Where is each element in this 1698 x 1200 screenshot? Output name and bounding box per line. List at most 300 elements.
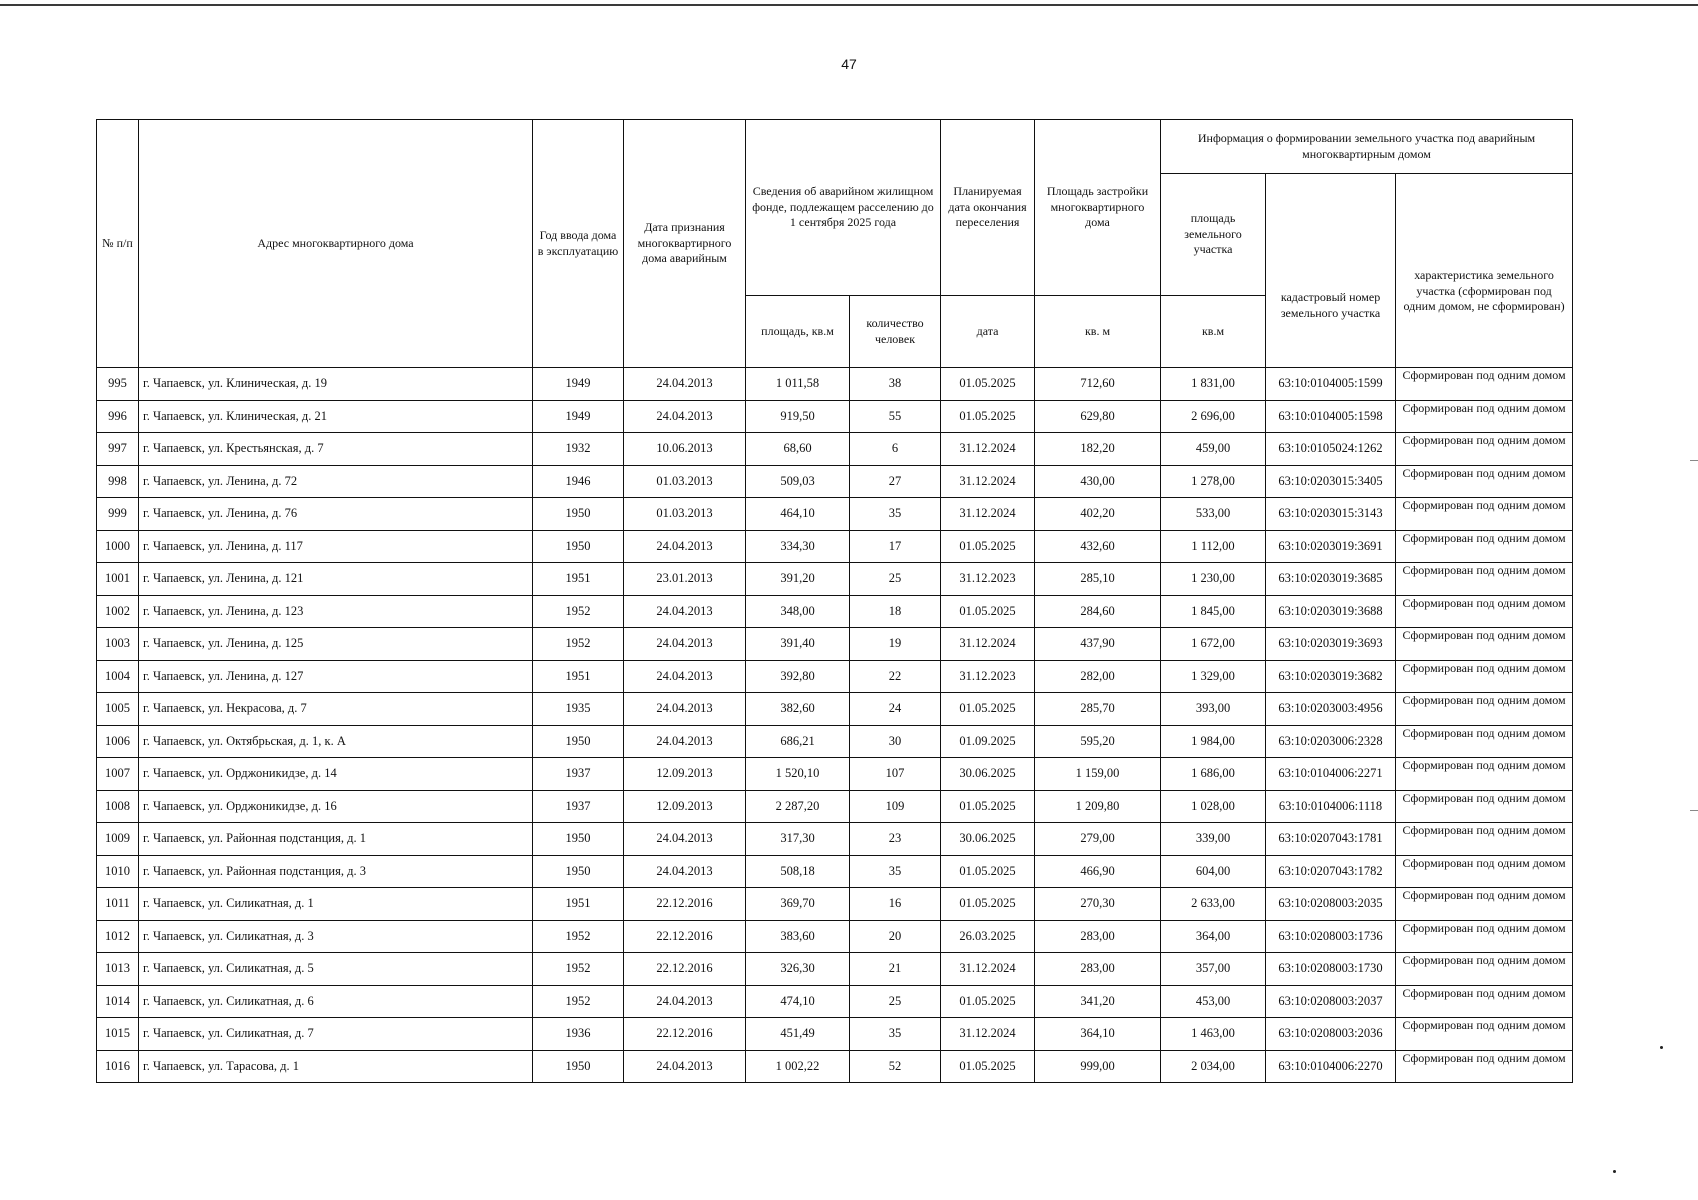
row-year: 1951 — [533, 888, 624, 921]
row-year: 1952 — [533, 953, 624, 986]
row-cadastral: 63:10:0203015:3143 — [1266, 498, 1396, 531]
table-row — [97, 888, 1573, 921]
row-land-area: 604,00 — [1161, 855, 1266, 888]
row-date-recognized: 12.09.2013 — [624, 758, 746, 791]
row-people: 30 — [850, 725, 941, 758]
table-row — [97, 1050, 1573, 1083]
row-planned-date: 01.05.2025 — [941, 985, 1035, 1018]
row-address: г. Чапаевск, ул. Силикатная, д. 7 — [139, 1018, 533, 1051]
row-year: 1951 — [533, 563, 624, 596]
row-address: г. Чапаевск, ул. Ленина, д. 117 — [139, 530, 533, 563]
header-building-area: Площадь застройки многоквартирного дома — [1035, 120, 1161, 296]
row-people: 19 — [850, 628, 941, 661]
row-cadastral: 63:10:0203019:3688 — [1266, 595, 1396, 628]
table-row — [97, 855, 1573, 888]
row-address: г. Чапаевск, ул. Силикатная, д. 1 — [139, 888, 533, 921]
table-row — [97, 693, 1573, 726]
row-building-area: 437,90 — [1035, 628, 1161, 661]
row-land-area: 1 686,00 — [1161, 758, 1266, 791]
land-status-text: Сформирован под одним домом — [1402, 563, 1566, 578]
row-address: г. Чапаевск, ул. Ленина, д. 123 — [139, 595, 533, 628]
row-number: 1013 — [97, 953, 139, 986]
row-land-area: 1 278,00 — [1161, 465, 1266, 498]
row-cadastral: 63:10:0203006:2328 — [1266, 725, 1396, 758]
row-people: 35 — [850, 1018, 941, 1051]
row-land-area: 1 831,00 — [1161, 368, 1266, 401]
row-address: г. Чапаевск, ул. Ленина, д. 125 — [139, 628, 533, 661]
row-year: 1937 — [533, 758, 624, 791]
land-status-text: Сформирован под одним домом — [1402, 888, 1566, 903]
row-cadastral: 63:10:0104005:1599 — [1266, 368, 1396, 401]
land-status-text: Сформирован под одним домом — [1402, 660, 1566, 675]
row-land-area: 1 984,00 — [1161, 725, 1266, 758]
row-date-recognized: 22.12.2016 — [624, 888, 746, 921]
row-planned-date: 30.06.2025 — [941, 758, 1035, 791]
row-cadastral: 63:10:0104006:2271 — [1266, 758, 1396, 791]
row-people: 107 — [850, 758, 941, 791]
row-year: 1949 — [533, 400, 624, 433]
row-building-area: 285,70 — [1035, 693, 1161, 726]
row-date-recognized: 24.04.2013 — [624, 595, 746, 628]
row-year: 1946 — [533, 465, 624, 498]
row-land-status — [1396, 985, 1573, 1018]
row-land-area: 1 672,00 — [1161, 628, 1266, 661]
row-people: 25 — [850, 563, 941, 596]
header-date-recognized: Дата признания многоквартирного дома аварийным — [624, 120, 746, 368]
row-date-recognized: 22.12.2016 — [624, 920, 746, 953]
row-area: 334,30 — [746, 530, 850, 563]
row-planned-date: 01.05.2025 — [941, 888, 1035, 921]
row-land-area: 357,00 — [1161, 953, 1266, 986]
table-row — [97, 530, 1573, 563]
table-body — [97, 368, 1573, 1083]
row-land-area: 393,00 — [1161, 693, 1266, 726]
row-address: г. Чапаевск, ул. Ленина, д. 76 — [139, 498, 533, 531]
row-number: 1000 — [97, 530, 139, 563]
row-year: 1936 — [533, 1018, 624, 1051]
header-fund-info: Сведения об аварийном жилищном фонде, подлежащем расселению до 1 сентября 2025 года — [746, 120, 941, 296]
row-area: 1 520,10 — [746, 758, 850, 791]
row-land-status — [1396, 855, 1573, 888]
header-land-area: площадь земельного участка — [1161, 174, 1266, 296]
row-year: 1950 — [533, 1050, 624, 1083]
row-area: 383,60 — [746, 920, 850, 953]
row-area: 391,40 — [746, 628, 850, 661]
table-row — [97, 563, 1573, 596]
row-year: 1950 — [533, 823, 624, 856]
land-status-text: Сформирован под одним домом — [1402, 1050, 1566, 1065]
emergency-housing-table — [96, 119, 1573, 1083]
row-land-area: 1 329,00 — [1161, 660, 1266, 693]
row-address: г. Чапаевск, ул. Районная подстанция, д. 1 — [139, 823, 533, 856]
row-area: 464,10 — [746, 498, 850, 531]
header-land-char: характеристика земельного участка (сформирован под одним домом, не сформирован) — [1396, 174, 1573, 368]
land-status-text: Сформирован под одним домом — [1402, 530, 1566, 545]
land-status-text: Сформирован под одним домом — [1402, 985, 1566, 1000]
row-building-area: 1 209,80 — [1035, 790, 1161, 823]
row-number: 1016 — [97, 1050, 139, 1083]
land-status-text: Сформирован под одним домом — [1402, 693, 1566, 708]
land-status-text: Сформирован под одним домом — [1402, 433, 1566, 448]
row-land-area: 2 633,00 — [1161, 888, 1266, 921]
row-people: 25 — [850, 985, 941, 1018]
land-status-text: Сформирован под одним домом — [1402, 595, 1566, 610]
row-area: 369,70 — [746, 888, 850, 921]
row-number: 1015 — [97, 1018, 139, 1051]
row-building-area: 279,00 — [1035, 823, 1161, 856]
row-people: 20 — [850, 920, 941, 953]
row-number: 1001 — [97, 563, 139, 596]
row-number: 1005 — [97, 693, 139, 726]
row-number: 1012 — [97, 920, 139, 953]
row-cadastral: 63:10:0208003:2036 — [1266, 1018, 1396, 1051]
row-building-area: 432,60 — [1035, 530, 1161, 563]
row-land-status — [1396, 823, 1573, 856]
row-cadastral: 63:10:0104005:1598 — [1266, 400, 1396, 433]
row-people: 109 — [850, 790, 941, 823]
row-year: 1950 — [533, 855, 624, 888]
table-row — [97, 400, 1573, 433]
row-number: 1003 — [97, 628, 139, 661]
row-year: 1932 — [533, 433, 624, 466]
header-area-unit: площадь, кв.м — [746, 296, 850, 368]
row-number: 995 — [97, 368, 139, 401]
row-number: 999 — [97, 498, 139, 531]
row-address: г. Чапаевск, ул. Крестьянская, д. 7 — [139, 433, 533, 466]
row-people: 35 — [850, 498, 941, 531]
row-date-recognized: 24.04.2013 — [624, 1050, 746, 1083]
row-number: 1010 — [97, 855, 139, 888]
row-address: г. Чапаевск, ул. Некрасова, д. 7 — [139, 693, 533, 726]
row-number: 1011 — [97, 888, 139, 921]
row-building-area: 999,00 — [1035, 1050, 1161, 1083]
row-area: 1 002,22 — [746, 1050, 850, 1083]
row-address: г. Чапаевск, ул. Силикатная, д. 5 — [139, 953, 533, 986]
row-address: г. Чапаевск, ул. Силикатная, д. 3 — [139, 920, 533, 953]
row-number: 1008 — [97, 790, 139, 823]
row-number: 998 — [97, 465, 139, 498]
row-area: 317,30 — [746, 823, 850, 856]
row-land-status — [1396, 400, 1573, 433]
row-building-area: 595,20 — [1035, 725, 1161, 758]
row-people: 27 — [850, 465, 941, 498]
row-land-status — [1396, 433, 1573, 466]
row-address: г. Чапаевск, ул. Тарасова, д. 1 — [139, 1050, 533, 1083]
row-land-status — [1396, 758, 1573, 791]
row-date-recognized: 22.12.2016 — [624, 953, 746, 986]
row-cadastral: 63:10:0208003:1730 — [1266, 953, 1396, 986]
row-planned-date: 31.12.2024 — [941, 628, 1035, 661]
table-header — [97, 120, 1573, 368]
land-status-text: Сформирован под одним домом — [1402, 628, 1566, 643]
row-number: 1002 — [97, 595, 139, 628]
row-land-status — [1396, 1018, 1573, 1051]
row-land-status — [1396, 465, 1573, 498]
row-land-status — [1396, 888, 1573, 921]
row-date-recognized: 24.04.2013 — [624, 855, 746, 888]
row-cadastral: 63:10:0203019:3693 — [1266, 628, 1396, 661]
row-year: 1952 — [533, 985, 624, 1018]
row-building-area: 629,80 — [1035, 400, 1161, 433]
header-sqm-land: кв.м — [1161, 296, 1266, 368]
row-planned-date: 30.06.2025 — [941, 823, 1035, 856]
land-status-text: Сформирован под одним домом — [1402, 855, 1566, 870]
row-planned-date: 01.05.2025 — [941, 1050, 1035, 1083]
row-planned-date: 26.03.2025 — [941, 920, 1035, 953]
row-cadastral: 63:10:0104006:1118 — [1266, 790, 1396, 823]
row-land-status — [1396, 953, 1573, 986]
row-land-area: 2 034,00 — [1161, 1050, 1266, 1083]
row-address: г. Чапаевск, ул. Клиническая, д. 21 — [139, 400, 533, 433]
land-status-text: Сформирован под одним домом — [1402, 790, 1566, 805]
row-address: г. Чапаевск, ул. Октябрьская, д. 1, к. А — [139, 725, 533, 758]
land-status-text: Сформирован под одним домом — [1402, 758, 1566, 773]
row-building-area: 285,10 — [1035, 563, 1161, 596]
row-land-status — [1396, 595, 1573, 628]
table-row — [97, 498, 1573, 531]
land-status-text: Сформирован под одним домом — [1402, 920, 1566, 935]
row-cadastral: 63:10:0203019:3685 — [1266, 563, 1396, 596]
header-num: № п/п — [97, 120, 139, 368]
row-land-status — [1396, 530, 1573, 563]
row-people: 38 — [850, 368, 941, 401]
row-area: 919,50 — [746, 400, 850, 433]
row-date-recognized: 24.04.2013 — [624, 725, 746, 758]
row-building-area: 430,00 — [1035, 465, 1161, 498]
table-row — [97, 595, 1573, 628]
row-planned-date: 01.05.2025 — [941, 693, 1035, 726]
header-sqm: кв. м — [1035, 296, 1161, 368]
table-row — [97, 368, 1573, 401]
row-year: 1950 — [533, 498, 624, 531]
row-planned-date: 01.05.2025 — [941, 855, 1035, 888]
row-people: 21 — [850, 953, 941, 986]
row-land-area: 459,00 — [1161, 433, 1266, 466]
row-date-recognized: 22.12.2016 — [624, 1018, 746, 1051]
row-planned-date: 01.05.2025 — [941, 595, 1035, 628]
header-cadastral: кадастровый номер земельного участка — [1266, 174, 1396, 368]
row-year: 1950 — [533, 530, 624, 563]
row-land-status — [1396, 368, 1573, 401]
row-people: 24 — [850, 693, 941, 726]
table-row — [97, 758, 1573, 791]
table-row — [97, 433, 1573, 466]
scan-speck — [1660, 1046, 1663, 1049]
row-year: 1949 — [533, 368, 624, 401]
header-address: Адрес многоквартирного дома — [139, 120, 533, 368]
table-row — [97, 1018, 1573, 1051]
row-address: г. Чапаевск, ул. Ленина, д. 121 — [139, 563, 533, 596]
land-status-text: Сформирован под одним домом — [1402, 498, 1566, 513]
table-row — [97, 660, 1573, 693]
row-year: 1952 — [533, 595, 624, 628]
table-row — [97, 823, 1573, 856]
table-row — [97, 953, 1573, 986]
row-planned-date: 01.09.2025 — [941, 725, 1035, 758]
row-area: 2 287,20 — [746, 790, 850, 823]
row-land-status — [1396, 1050, 1573, 1083]
row-land-area: 1 028,00 — [1161, 790, 1266, 823]
row-year: 1952 — [533, 920, 624, 953]
row-land-status — [1396, 725, 1573, 758]
row-building-area: 341,20 — [1035, 985, 1161, 1018]
row-land-area: 2 696,00 — [1161, 400, 1266, 433]
row-land-status — [1396, 498, 1573, 531]
row-land-area: 1 112,00 — [1161, 530, 1266, 563]
row-date-recognized: 24.04.2013 — [624, 660, 746, 693]
row-people: 16 — [850, 888, 941, 921]
row-people: 23 — [850, 823, 941, 856]
row-year: 1952 — [533, 628, 624, 661]
header-land-info: Информация о формировании земельного участка под аварийным многоквартирным домом — [1161, 120, 1573, 174]
row-planned-date: 31.12.2024 — [941, 953, 1035, 986]
row-cadastral: 63:10:0203003:4956 — [1266, 693, 1396, 726]
row-planned-date: 01.05.2025 — [941, 530, 1035, 563]
row-address: г. Чапаевск, ул. Орджоникидзе, д. 16 — [139, 790, 533, 823]
row-building-area: 284,60 — [1035, 595, 1161, 628]
row-building-area: 182,20 — [1035, 433, 1161, 466]
row-planned-date: 31.12.2024 — [941, 433, 1035, 466]
land-status-text: Сформирован под одним домом — [1402, 953, 1566, 968]
land-status-text: Сформирован под одним домом — [1402, 725, 1566, 740]
row-land-area: 533,00 — [1161, 498, 1266, 531]
row-number: 1006 — [97, 725, 139, 758]
row-land-area: 1 230,00 — [1161, 563, 1266, 596]
row-building-area: 1 159,00 — [1035, 758, 1161, 791]
row-number: 1007 — [97, 758, 139, 791]
row-number: 1009 — [97, 823, 139, 856]
row-number: 997 — [97, 433, 139, 466]
row-address: г. Чапаевск, ул. Силикатная, д. 6 — [139, 985, 533, 1018]
row-year: 1935 — [533, 693, 624, 726]
row-date-recognized: 24.04.2013 — [624, 368, 746, 401]
row-area: 382,60 — [746, 693, 850, 726]
row-cadastral: 63:10:0203019:3691 — [1266, 530, 1396, 563]
row-building-area: 283,00 — [1035, 953, 1161, 986]
row-address: г. Чапаевск, ул. Ленина, д. 127 — [139, 660, 533, 693]
land-status-text: Сформирован под одним домом — [1402, 823, 1566, 838]
row-land-status — [1396, 628, 1573, 661]
row-building-area: 283,00 — [1035, 920, 1161, 953]
table-row — [97, 985, 1573, 1018]
row-land-area: 339,00 — [1161, 823, 1266, 856]
row-cadastral: 63:10:0208003:2037 — [1266, 985, 1396, 1018]
table-row — [97, 790, 1573, 823]
row-planned-date: 31.12.2023 — [941, 660, 1035, 693]
land-status-text: Сформирован под одним домом — [1402, 368, 1566, 383]
row-date-recognized: 01.03.2013 — [624, 465, 746, 498]
row-people: 35 — [850, 855, 941, 888]
row-year: 1937 — [533, 790, 624, 823]
row-building-area: 282,00 — [1035, 660, 1161, 693]
row-land-area: 1 845,00 — [1161, 595, 1266, 628]
land-status-text: Сформирован под одним домом — [1402, 465, 1566, 480]
table-row — [97, 465, 1573, 498]
scan-edge-mark — [1690, 460, 1698, 461]
row-people: 55 — [850, 400, 941, 433]
row-people: 22 — [850, 660, 941, 693]
row-date-recognized: 24.04.2013 — [624, 985, 746, 1018]
row-area: 1 011,58 — [746, 368, 850, 401]
row-area: 509,03 — [746, 465, 850, 498]
row-building-area: 270,30 — [1035, 888, 1161, 921]
table-row — [97, 628, 1573, 661]
row-land-status — [1396, 563, 1573, 596]
row-cadastral: 63:10:0207043:1781 — [1266, 823, 1396, 856]
row-building-area: 466,90 — [1035, 855, 1161, 888]
scan-edge-mark — [1690, 810, 1698, 811]
row-year: 1951 — [533, 660, 624, 693]
row-area: 68,60 — [746, 433, 850, 466]
row-land-area: 453,00 — [1161, 985, 1266, 1018]
scan-speck — [1613, 1170, 1616, 1173]
row-people: 6 — [850, 433, 941, 466]
row-date-recognized: 10.06.2013 — [624, 433, 746, 466]
row-land-area: 1 463,00 — [1161, 1018, 1266, 1051]
row-people: 52 — [850, 1050, 941, 1083]
row-year: 1950 — [533, 725, 624, 758]
row-number: 996 — [97, 400, 139, 433]
row-land-status — [1396, 693, 1573, 726]
header-people: количество человек — [850, 296, 941, 368]
land-status-text: Сформирован под одним домом — [1402, 400, 1566, 415]
row-land-area: 364,00 — [1161, 920, 1266, 953]
row-planned-date: 01.05.2025 — [941, 368, 1035, 401]
row-area: 451,49 — [746, 1018, 850, 1051]
row-land-status — [1396, 920, 1573, 953]
row-date-recognized: 24.04.2013 — [624, 823, 746, 856]
page-number: 47 — [841, 56, 857, 72]
row-planned-date: 01.05.2025 — [941, 790, 1035, 823]
row-planned-date: 31.12.2024 — [941, 1018, 1035, 1051]
row-date-recognized: 01.03.2013 — [624, 498, 746, 531]
row-area: 348,00 — [746, 595, 850, 628]
row-address: г. Чапаевск, ул. Клиническая, д. 19 — [139, 368, 533, 401]
table-row — [97, 725, 1573, 758]
row-area: 391,20 — [746, 563, 850, 596]
row-building-area: 402,20 — [1035, 498, 1161, 531]
row-cadastral: 63:10:0105024:1262 — [1266, 433, 1396, 466]
row-date-recognized: 12.09.2013 — [624, 790, 746, 823]
row-area: 392,80 — [746, 660, 850, 693]
row-area: 326,30 — [746, 953, 850, 986]
row-date-recognized: 24.04.2013 — [624, 530, 746, 563]
row-cadastral: 63:10:0203015:3405 — [1266, 465, 1396, 498]
row-land-status — [1396, 660, 1573, 693]
land-status-text: Сформирован под одним домом — [1402, 1018, 1566, 1033]
row-cadastral: 63:10:0104006:2270 — [1266, 1050, 1396, 1083]
row-number: 1014 — [97, 985, 139, 1018]
row-planned-date: 31.12.2024 — [941, 465, 1035, 498]
row-date-recognized: 23.01.2013 — [624, 563, 746, 596]
row-date-recognized: 24.04.2013 — [624, 628, 746, 661]
header-date-unit: дата — [941, 296, 1035, 368]
header-year: Год ввода дома в эксплуатацию — [533, 120, 624, 368]
row-planned-date: 31.12.2023 — [941, 563, 1035, 596]
row-people: 18 — [850, 595, 941, 628]
row-address: г. Чапаевск, ул. Ленина, д. 72 — [139, 465, 533, 498]
scan-border-line — [0, 4, 1698, 6]
row-number: 1004 — [97, 660, 139, 693]
row-area: 508,18 — [746, 855, 850, 888]
row-planned-date: 01.05.2025 — [941, 400, 1035, 433]
row-date-recognized: 24.04.2013 — [624, 400, 746, 433]
row-area: 686,21 — [746, 725, 850, 758]
row-area: 474,10 — [746, 985, 850, 1018]
header-planned-date: Планируемая дата окончания переселения — [941, 120, 1035, 296]
row-planned-date: 31.12.2024 — [941, 498, 1035, 531]
row-building-area: 364,10 — [1035, 1018, 1161, 1051]
